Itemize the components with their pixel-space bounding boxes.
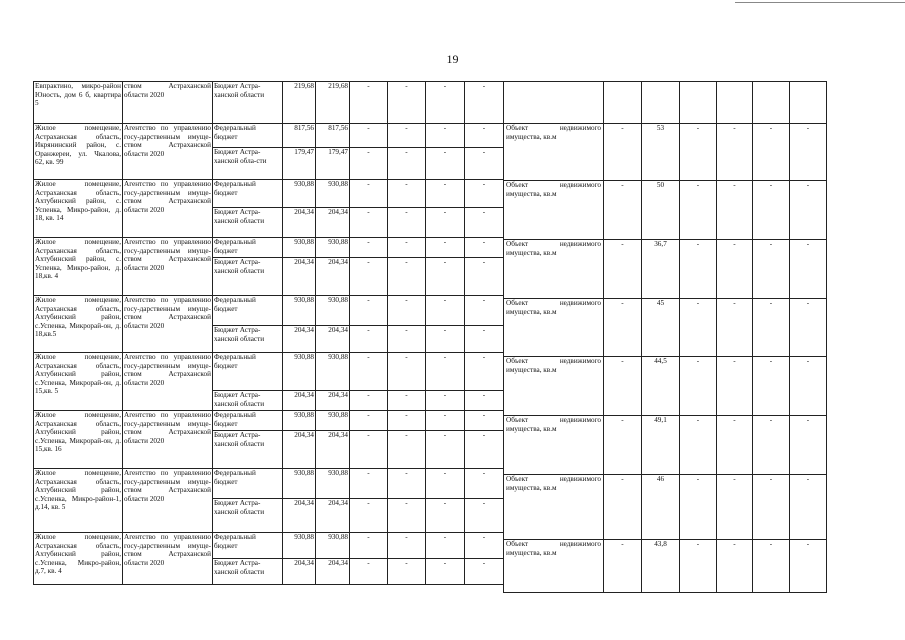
empty-year-cell: - (350, 124, 388, 148)
empty-year-cell: - (465, 258, 504, 296)
budget-source-cell: Федеральный бюджет (213, 180, 283, 208)
indicator-year-cell: - (680, 416, 717, 475)
empty-year-cell: - (388, 180, 426, 208)
budget-source-cell: Бюджет Астра-ханской обла-сти (213, 148, 283, 180)
indicator-year-cell: - (753, 416, 790, 475)
amount-year-cell: 204,34 (316, 499, 350, 533)
empty-year-cell: - (426, 559, 465, 585)
empty-year-cell: - (350, 180, 388, 208)
empty-year-cell: - (388, 208, 426, 238)
amount-total-cell: 930,88 (283, 533, 316, 559)
empty-year-cell: - (465, 353, 504, 391)
empty-year-cell: - (426, 238, 465, 258)
amount-year-cell: 204,34 (316, 258, 350, 296)
empty-year-cell: - (350, 469, 388, 499)
object-cell: Жилое помещение, Астраханская область, Ахтубинский район, с.Успенка, Микрорай-он, д. 15,кв. 5 (34, 353, 123, 411)
empty-year-cell: - (426, 391, 465, 411)
budget-source-cell: Бюджет Астра-ханской области (213, 258, 283, 296)
empty-year-cell: - (426, 124, 465, 148)
table-row (504, 299, 827, 357)
empty-year-cell: - (465, 469, 504, 499)
indicator-label-cell: Объект недвижимого имущества, кв.м (504, 124, 604, 181)
indicator-empty-cell (504, 82, 604, 124)
indicator-year-cell: - (790, 357, 827, 416)
indicator-label-cell: Объект недвижимого имущества, кв.м (504, 357, 604, 416)
indicator-year-cell: - (753, 299, 790, 357)
indicator-year-cell: - (790, 416, 827, 475)
object-cell: Евпрактино, микро-район Юность, дом 6 б, квартира 5 (34, 82, 123, 124)
amount-year-cell: 930,88 (316, 353, 350, 391)
table-row (34, 411, 504, 431)
amount-year-cell: 204,34 (316, 391, 350, 411)
indicator-value-cell: 49,1 (642, 416, 680, 475)
indicator-label-cell: Объект недвижимого имущества, кв.м (504, 181, 604, 240)
indicator-value-cell: 43,8 (642, 540, 680, 593)
indicator-year-cell: - (680, 240, 717, 299)
empty-year-cell: - (388, 411, 426, 431)
empty-year-cell: - (426, 469, 465, 499)
budget-source-cell: Федеральный бюджет (213, 469, 283, 499)
empty-year-cell: - (350, 391, 388, 411)
indicator-base-cell: - (604, 181, 642, 240)
table-row (504, 475, 827, 540)
empty-year-cell: - (350, 326, 388, 353)
empty-year-cell: - (465, 326, 504, 353)
amount-year-cell: 930,88 (316, 296, 350, 326)
amount-year-cell: 930,88 (316, 469, 350, 499)
empty-year-cell: - (426, 499, 465, 533)
indicator-empty-cell (753, 82, 790, 124)
empty-year-cell: - (465, 431, 504, 469)
amount-total-cell: 204,34 (283, 499, 316, 533)
empty-year-cell: - (350, 258, 388, 296)
empty-year-cell: - (388, 296, 426, 326)
empty-year-cell: - (465, 82, 504, 124)
indicator-value-cell: 36,7 (642, 240, 680, 299)
indicator-empty-cell (790, 82, 827, 124)
empty-year-cell: - (388, 391, 426, 411)
empty-year-cell: - (465, 208, 504, 238)
empty-year-cell: - (426, 411, 465, 431)
amount-total-cell: 179,47 (283, 148, 316, 180)
empty-year-cell: - (350, 353, 388, 391)
indicator-year-cell: - (790, 540, 827, 593)
object-cell: Жилое помещение, Астраханская область, Ахтубинский район, с. Успенка, Микро-район, д. 18,кв. 4 (34, 238, 123, 296)
table-row (504, 82, 827, 124)
indicator-base-cell: - (604, 416, 642, 475)
amount-year-cell: 930,88 (316, 533, 350, 559)
amount-year-cell: 204,34 (316, 208, 350, 238)
indicator-year-cell: - (790, 124, 827, 181)
indicator-year-cell: - (717, 299, 753, 357)
indicator-year-cell: - (753, 124, 790, 181)
table-row (34, 296, 504, 326)
indicator-value-cell: 53 (642, 124, 680, 181)
amount-total-cell: 204,34 (283, 391, 316, 411)
empty-year-cell: - (388, 431, 426, 469)
indicator-value-cell: 50 (642, 181, 680, 240)
amount-year-cell: 179,47 (316, 148, 350, 180)
empty-year-cell: - (350, 533, 388, 559)
amount-total-cell: 930,88 (283, 296, 316, 326)
amount-year-cell: 204,34 (316, 431, 350, 469)
indicator-label-cell: Объект недвижимого имущества, кв.м (504, 475, 604, 540)
empty-year-cell: - (426, 148, 465, 180)
table-row (34, 533, 504, 559)
indicator-year-cell: - (717, 416, 753, 475)
empty-year-cell: - (465, 533, 504, 559)
indicator-label-cell: Объект недвижимого имущества, кв.м (504, 240, 604, 299)
indicator-year-cell: - (717, 357, 753, 416)
empty-year-cell: - (426, 431, 465, 469)
empty-year-cell: - (388, 148, 426, 180)
amount-total-cell: 204,34 (283, 208, 316, 238)
budget-source-cell: Бюджет Астра-ханской области (213, 82, 283, 124)
amount-total-cell: 204,34 (283, 258, 316, 296)
budget-source-cell: Бюджет Астра-ханской области (213, 499, 283, 533)
empty-year-cell: - (350, 431, 388, 469)
empty-year-cell: - (426, 296, 465, 326)
amount-year-cell: 930,88 (316, 180, 350, 208)
budget-source-cell: Федеральный бюджет (213, 296, 283, 326)
object-cell: Жилое помещение, Астраханская область, Икрянинский район, с. Оранжереи, ул. Чкалова, 62, кв. 99 (34, 124, 123, 180)
table-row (504, 181, 827, 240)
header-rule (735, 2, 905, 3)
empty-year-cell: - (350, 559, 388, 585)
indicator-year-cell: - (753, 540, 790, 593)
indicator-label-cell: Объект недвижимого имущества, кв.м (504, 416, 604, 475)
amount-year-cell: 204,34 (316, 326, 350, 353)
object-cell: Жилое помещение, Астраханская область, Ахтубинский район, с.Успенка, Микро-район-1, д.14, кв. 5 (34, 469, 123, 533)
empty-year-cell: - (388, 533, 426, 559)
agency-cell: ством Астраханской области 2020 (123, 82, 213, 124)
budget-source-cell: Федеральный бюджет (213, 533, 283, 559)
empty-year-cell: - (426, 353, 465, 391)
amount-year-cell: 204,34 (316, 559, 350, 585)
indicator-base-cell: - (604, 357, 642, 416)
indicator-year-cell: - (680, 299, 717, 357)
empty-year-cell: - (350, 82, 388, 124)
empty-year-cell: - (465, 391, 504, 411)
empty-year-cell: - (350, 148, 388, 180)
indicator-year-cell: - (753, 181, 790, 240)
indicator-empty-cell (717, 82, 753, 124)
program-table-left (33, 81, 504, 585)
page-number: 19 (446, 52, 459, 66)
empty-year-cell: - (465, 148, 504, 180)
empty-year-cell: - (465, 238, 504, 258)
amount-year-cell: 817,56 (316, 124, 350, 148)
budget-source-cell: Федеральный бюджет (213, 411, 283, 431)
table-row (504, 240, 827, 299)
indicator-year-cell: - (717, 124, 753, 181)
agency-cell: Агентство по управлению госу-дарственным имуще-ством Астраханской области 2020 (123, 353, 213, 411)
indicator-base-cell: - (604, 475, 642, 540)
budget-source-cell: Федеральный бюджет (213, 353, 283, 391)
indicator-base-cell: - (604, 540, 642, 593)
table-row (504, 124, 827, 181)
budget-source-cell: Бюджет Астра-ханской области (213, 326, 283, 353)
amount-total-cell: 930,88 (283, 411, 316, 431)
indicator-base-cell: - (604, 124, 642, 181)
budget-source-cell: Бюджет Астра-ханской области (213, 208, 283, 238)
table-row (504, 540, 827, 593)
indicator-base-cell: - (604, 240, 642, 299)
agency-cell: Агентство по управлению госу-дарственным имуще-ством Астраханской области 2020 (123, 296, 213, 353)
indicator-empty-cell (604, 82, 642, 124)
empty-year-cell: - (426, 82, 465, 124)
indicator-year-cell: - (680, 181, 717, 240)
indicator-year-cell: - (680, 124, 717, 181)
amount-total-cell: 930,88 (283, 353, 316, 391)
indicator-year-cell: - (790, 299, 827, 357)
empty-year-cell: - (426, 533, 465, 559)
amount-total-cell: 930,88 (283, 238, 316, 258)
indicator-year-cell: - (717, 181, 753, 240)
agency-cell: Агентство по управлению госу-дарственным имуще-ством Астраханской области 2020 (123, 469, 213, 533)
budget-source-cell: Бюджет Астра-ханской области (213, 431, 283, 469)
empty-year-cell: - (426, 258, 465, 296)
table-row (34, 469, 504, 499)
amount-total-cell: 204,34 (283, 326, 316, 353)
indicator-year-cell: - (790, 240, 827, 299)
amount-year-cell: 219,68 (316, 82, 350, 124)
object-cell: Жилое помещение, Астраханская область, Ахтубинский район, с. Успенка, Микро-район, д. 18, кв. 14 (34, 180, 123, 238)
empty-year-cell: - (465, 499, 504, 533)
empty-year-cell: - (350, 411, 388, 431)
indicator-year-cell: - (753, 240, 790, 299)
empty-year-cell: - (350, 208, 388, 238)
amount-total-cell: 204,34 (283, 431, 316, 469)
agency-cell: Агентство по управлению госу-дарственным имуще-ством Астраханской области 2020 (123, 411, 213, 469)
empty-year-cell: - (388, 258, 426, 296)
table-row (34, 82, 504, 124)
empty-year-cell: - (388, 353, 426, 391)
object-cell: Жилое помещение, Астраханская область, Ахтубинский район, с.Успенка, Микро-район, д.7, кв. 4 (34, 533, 123, 585)
budget-source-cell: Бюджет Астра-ханской области (213, 559, 283, 585)
indicator-label-cell: Объект недвижимого имущества, кв.м (504, 540, 604, 593)
budget-source-cell: Бюджет Астра-ханской области (213, 391, 283, 411)
indicator-year-cell: - (680, 357, 717, 416)
agency-cell: Агентство по управлению госу-дарственным имуще-ством Астраханской области 2020 (123, 124, 213, 180)
indicator-base-cell: - (604, 299, 642, 357)
indicator-value-cell: 46 (642, 475, 680, 540)
amount-total-cell: 930,88 (283, 180, 316, 208)
agency-cell: Агентство по управлению госу-дарственным имуще-ством Астраханской области 2020 (123, 533, 213, 585)
indicator-year-cell: - (680, 540, 717, 593)
empty-year-cell: - (388, 469, 426, 499)
indicator-year-cell: - (790, 475, 827, 540)
indicator-year-cell: - (753, 475, 790, 540)
budget-source-cell: Федеральный бюджет (213, 238, 283, 258)
empty-year-cell: - (426, 208, 465, 238)
empty-year-cell: - (388, 82, 426, 124)
empty-year-cell: - (465, 124, 504, 148)
table-row (34, 353, 504, 391)
amount-year-cell: 930,88 (316, 411, 350, 431)
amount-total-cell: 219,68 (283, 82, 316, 124)
empty-year-cell: - (350, 296, 388, 326)
indicator-year-cell: - (790, 181, 827, 240)
empty-year-cell: - (426, 326, 465, 353)
budget-source-cell: Федеральный бюджет (213, 124, 283, 148)
table-row (34, 180, 504, 208)
amount-year-cell: 930,88 (316, 238, 350, 258)
indicator-label-cell: Объект недвижимого имущества, кв.м (504, 299, 604, 357)
empty-year-cell: - (388, 238, 426, 258)
agency-cell: Агентство по управлению госу-дарственным имуще-ством Астраханской области 2020 (123, 238, 213, 296)
indicator-year-cell: - (680, 475, 717, 540)
empty-year-cell: - (465, 559, 504, 585)
indicator-empty-cell (642, 82, 680, 124)
indicator-year-cell: - (753, 357, 790, 416)
empty-year-cell: - (388, 559, 426, 585)
agency-cell: Агентство по управлению госу-дарственным имуще-ством Астраханской области 2020 (123, 180, 213, 238)
table-row (34, 238, 504, 258)
object-cell: Жилое помещение, Астраханская область, Ахтубинский район, с.Успенка, Микрорай-он, д. 18,кв.5 (34, 296, 123, 353)
amount-total-cell: 204,34 (283, 559, 316, 585)
empty-year-cell: - (465, 296, 504, 326)
empty-year-cell: - (388, 124, 426, 148)
empty-year-cell: - (350, 238, 388, 258)
program-table-right (503, 81, 827, 593)
empty-year-cell: - (388, 499, 426, 533)
indicator-value-cell: 45 (642, 299, 680, 357)
indicator-year-cell: - (717, 540, 753, 593)
empty-year-cell: - (426, 180, 465, 208)
empty-year-cell: - (350, 499, 388, 533)
indicator-value-cell: 44,5 (642, 357, 680, 416)
empty-year-cell: - (388, 326, 426, 353)
indicator-year-cell: - (717, 475, 753, 540)
amount-total-cell: 930,88 (283, 469, 316, 499)
object-cell: Жилое помещение, Астраханская область, Ахтубинский район, с.Успенка, Микрорай-он, д. 15,кв. 16 (34, 411, 123, 469)
table-row (34, 124, 504, 148)
indicator-year-cell: - (717, 240, 753, 299)
table-row (504, 357, 827, 416)
amount-total-cell: 817,56 (283, 124, 316, 148)
table-row (504, 416, 827, 475)
indicator-empty-cell (680, 82, 717, 124)
empty-year-cell: - (465, 411, 504, 431)
empty-year-cell: - (465, 180, 504, 208)
